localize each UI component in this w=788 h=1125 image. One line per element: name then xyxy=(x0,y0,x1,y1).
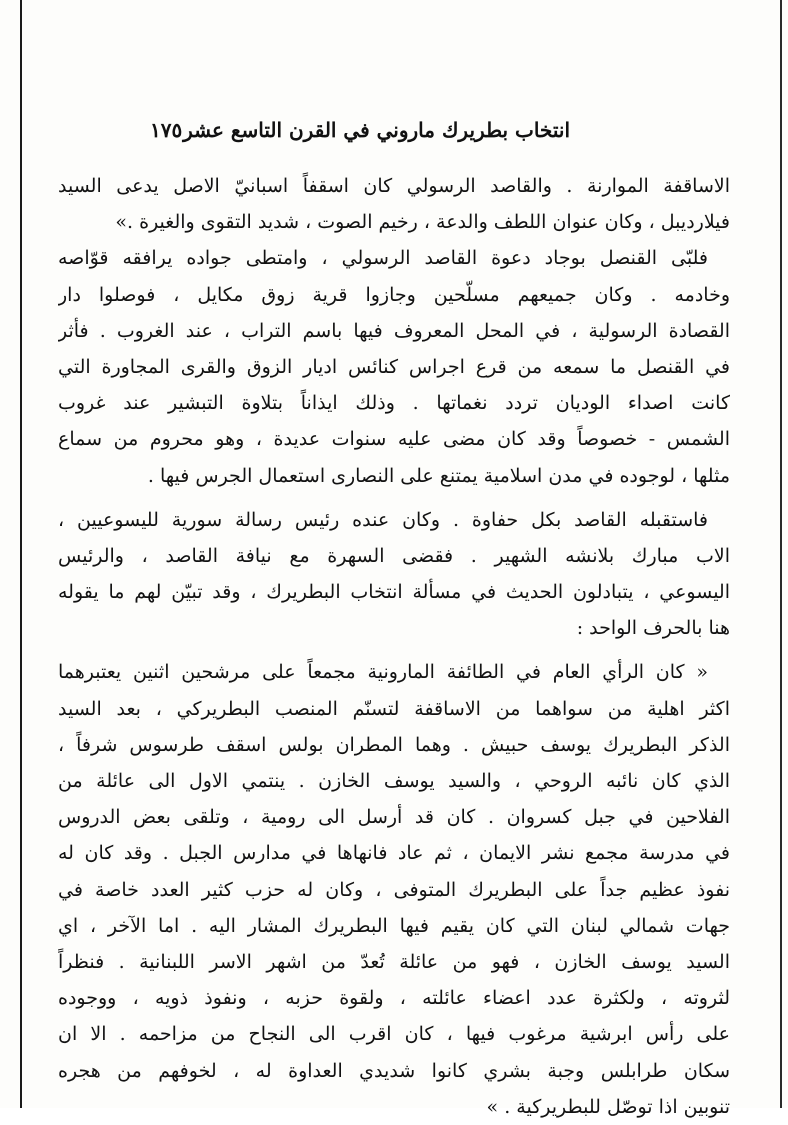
text-line: الاب مبارك بلانشه الشهير . فقضى السهرة مع نيافة القاصد ، والرئيس xyxy=(58,544,730,567)
text-line: في مدرسة مجمع نشر الايمان ، ثم عاد فانهاها في مدارس الجبل . وقد كان له xyxy=(58,842,730,865)
text-line: على رأس ابرشية مرغوب فيها ، كان اقرب الى النجاح من مزاحمه . الا ان xyxy=(58,1023,730,1046)
text-line: نفوذ عظيم جداً على البطريرك المتوفى ، وكان له حزب كثير العدد خاصة في xyxy=(58,878,730,901)
text-line: فيلارديبل ، وكان عنوان اللطف والدعة ، رخيم الصوت ، شديد التقوى والغيرة .» xyxy=(115,211,730,234)
running-header xyxy=(150,118,570,148)
text-line: اكثر اهلية من سواهما من الاساقفة لتسنّم المنصب البطريركي ، بعد السيد xyxy=(58,697,730,720)
running-title: انتخاب بطريرك ماروني في القرن التاسع عشر xyxy=(183,118,570,142)
page-number: ١٧٥ xyxy=(150,118,183,142)
text-line: لثروته ، ولكثرة عدد اعضاء عائلته ، ولقوة حزبه ، ونفوذ ذويه ، ووجوده xyxy=(58,987,730,1010)
text-line: السيد يوسف الخازن ، فهو من عائلة تُعدّ من اشهر الاسر اللبنانية . فنظراً xyxy=(58,950,730,973)
scan-border-right xyxy=(780,0,782,1108)
text-line: في القنصل ما سمعه من قرع اجراس كنائس اديار الزوق والقرى المجاورة التي xyxy=(58,355,730,378)
text-line: مثلها ، لوجوده في مدن اسلامية يمتنع على النصارى استعمال الجرس فيها . xyxy=(147,464,730,487)
text-line: فاستقبله القاصد بكل حفاوة . وكان عنده رئيس رسالة سورية لليسوعيين ، xyxy=(58,508,708,531)
text-line: « كان الرأي العام في الطائفة المارونية مجمعاً على مرشحين اثنين يعتبرهما xyxy=(58,661,708,684)
text-line: سكان طرابلس وجبة بشري كانوا شديدي العداوة له ، لخوفهم من هجره xyxy=(58,1059,730,1082)
text-line: وخادمه . وكان جميعهم مسلّحين وجازوا قرية زوق مكايل ، فوصلوا دار xyxy=(58,283,730,306)
text-line: كانت اصداء الوديان تردد نغماتها . وذلك ايذاناً بتلاوة التبشير عند غروب xyxy=(58,392,730,415)
text-line: جهات شمالي لبنان التي كان يقيم فيها البطريرك المشار اليه . اما الآخر ، اي xyxy=(58,914,730,937)
text-line: هنا بالحرف الواحد : xyxy=(576,617,730,640)
text-line: الذي كان نائبه الروحي ، والسيد يوسف الخازن . ينتمي الاول الى عائلة من xyxy=(58,770,730,792)
text-line: الشمس - خصوصاً وقد كان مضى عليه سنوات عديدة ، وهو محروم من سماع xyxy=(58,428,730,451)
text-line: تنوبين اذا توصّل للبطريركية . » xyxy=(486,1095,730,1118)
text-line: الفلاحين في جبل كسروان . كان قد أرسل الى رومية ، وتلقى بعض الدروس xyxy=(58,806,730,829)
text-line: اليسوعي ، يتبادلون الحديث في مسألة انتخاب البطريرك ، وقد تبيّن لهم ما يقوله xyxy=(58,581,730,604)
text-line: القصادة الرسولية ، في المحل المعروف فيها باسم التراب ، عند الغروب . فأثر xyxy=(58,319,730,342)
text-line: الذكر البطريرك يوسف حبيش . وهما المطران بولس اسقف طرسوس شرفاً ، xyxy=(58,733,730,756)
text-line: الاساقفة الموارنة . والقاصد الرسولي كان اسقفاً اسبانيّ الاصل يدعى السيد xyxy=(58,175,730,197)
body-text xyxy=(58,168,730,1125)
text-line: فلبّى القنصل بوجاد دعوة القاصد الرسولي ، وامتطى جواده يرافقه قوّاصه xyxy=(58,247,708,270)
scan-border-left xyxy=(20,0,22,1108)
